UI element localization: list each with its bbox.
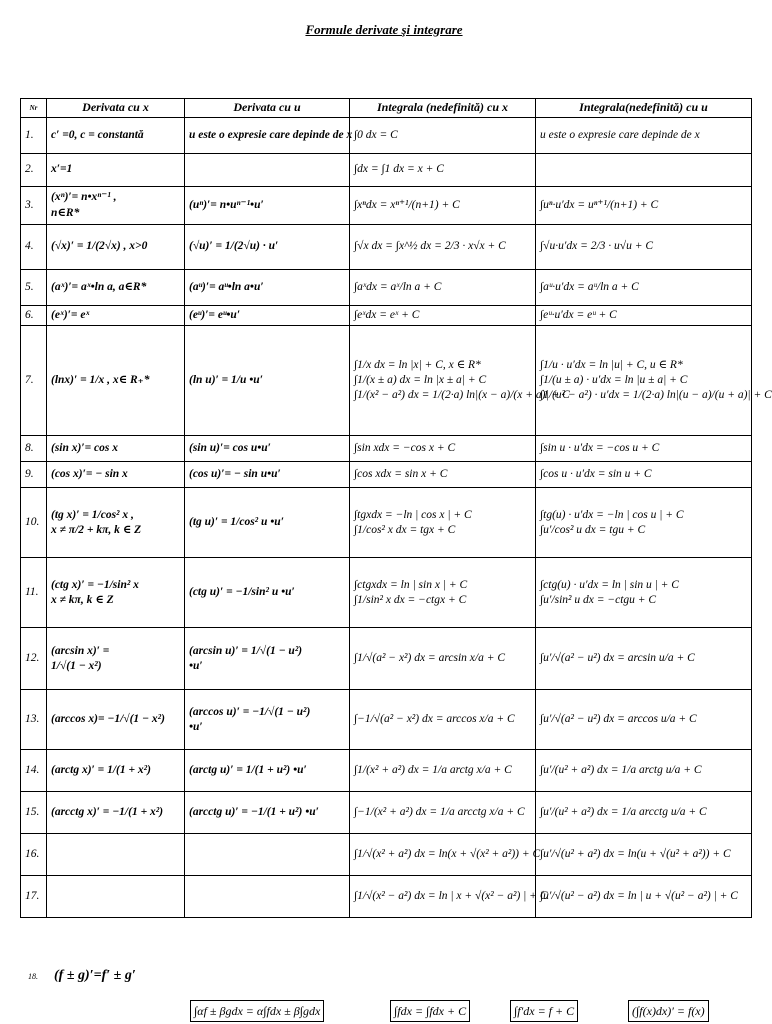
formula-text: (arctg u)′ = 1/(1 + u²) •u′ bbox=[189, 764, 307, 777]
formula-text: (lnx)′ = 1/x , x∈ R₊* bbox=[51, 374, 150, 387]
formula-text: (arcctg u)′ = −1/(1 + u²) •u′ bbox=[189, 806, 319, 819]
formula-text: ∫1/(u² − a²) · u′dx = 1/(2·a) ln|(u − a)/(u + a)| + C bbox=[540, 389, 772, 402]
cell-integrala-x bbox=[350, 436, 536, 462]
formula-text: (arccos u)′ = −1/√(1 − u²) bbox=[189, 705, 311, 718]
row-number: 14. bbox=[21, 750, 47, 792]
row-number: 2. bbox=[21, 154, 47, 187]
table-row bbox=[21, 834, 752, 876]
formula-text: (cos u)′= − sin u•u′ bbox=[189, 468, 281, 481]
formula-text: ∫1/√(x² + a²) dx = ln(x + √(x² + a²)) + C bbox=[354, 848, 541, 861]
cell-integrala-x bbox=[350, 488, 536, 558]
cell-derivata-x bbox=[47, 306, 185, 326]
cell-derivata-u bbox=[185, 462, 350, 488]
cell-integrala-x bbox=[350, 558, 536, 628]
cell-derivata-u bbox=[185, 306, 350, 326]
cell-integrala-u bbox=[536, 225, 752, 270]
formula-text: (uⁿ)′= n•uⁿ⁻¹•u′ bbox=[189, 198, 264, 211]
cell-derivata-x bbox=[47, 187, 185, 225]
cell-integrala-x bbox=[350, 792, 536, 834]
formula-text: ∫sin xdx = −cos x + C bbox=[354, 442, 456, 455]
cell-derivata-x bbox=[47, 118, 185, 154]
cell-derivata-u bbox=[185, 488, 350, 558]
formula-text: (arcsin x)′ = bbox=[51, 644, 110, 657]
footer-nr: 18. bbox=[28, 972, 38, 981]
cell-integrala-u bbox=[536, 154, 752, 187]
formula-text: (arccos x)= −1/√(1 − x²) bbox=[51, 713, 165, 726]
formula-text: (sin x)′= cos x bbox=[51, 442, 118, 455]
cell-derivata-u bbox=[185, 225, 350, 270]
row-number: 10. bbox=[21, 488, 47, 558]
formula-text: ∫tgxdx = −ln | cos x | + C bbox=[354, 508, 472, 521]
row-number: 7. bbox=[21, 326, 47, 436]
table-row bbox=[21, 154, 752, 187]
cell-integrala-u bbox=[536, 876, 752, 918]
cell-derivata-u bbox=[185, 187, 350, 225]
cell-derivata-x bbox=[47, 628, 185, 690]
formula-text: ∫1/√(x² − a²) dx = ln | x + √(x² − a²) | + C bbox=[354, 890, 548, 903]
cell-integrala-x bbox=[350, 306, 536, 326]
indefinite-box: ∫fdx = ∫fdx + C bbox=[390, 1000, 470, 1022]
table-row bbox=[21, 187, 752, 225]
row-number: 4. bbox=[21, 225, 47, 270]
row-number: 12. bbox=[21, 628, 47, 690]
cell-integrala-x bbox=[350, 876, 548, 918]
formula-text: ∫u′/(u² + a²) dx = 1/a arcctg u/a + C bbox=[540, 806, 707, 819]
formula-text: ∫u′/√(u² + a²) dx = ln(u + √(u² + a²)) + C bbox=[540, 848, 731, 861]
cell-derivata-x bbox=[47, 154, 185, 187]
table-row bbox=[21, 488, 752, 558]
cell-derivata-u bbox=[185, 118, 353, 154]
cell-integrala-x bbox=[350, 750, 536, 792]
cell-derivata-x bbox=[47, 326, 185, 436]
cell-integrala-u bbox=[536, 326, 772, 436]
cell-integrala-x bbox=[350, 118, 536, 154]
formula-text: ∫u′/√(u² − a²) dx = ln | u + √(u² − a²) | + C bbox=[540, 890, 738, 903]
row-number: 8. bbox=[21, 436, 47, 462]
cell-derivata-x bbox=[47, 690, 185, 750]
cell-integrala-u bbox=[536, 628, 752, 690]
cell-integrala-u bbox=[536, 834, 752, 876]
header-integrala-u: Integrala(nedefinită) cu u bbox=[536, 99, 752, 118]
table-row bbox=[21, 462, 752, 488]
table-row bbox=[21, 558, 752, 628]
cell-integrala-x bbox=[350, 187, 536, 225]
cell-derivata-u bbox=[185, 834, 350, 876]
cell-derivata-x bbox=[47, 750, 185, 792]
cell-integrala-x bbox=[350, 154, 536, 187]
formula-text: (aˣ)′= aˣ•ln a, a∈R* bbox=[51, 280, 147, 293]
table-row bbox=[21, 270, 752, 306]
formula-text: n∈R* bbox=[51, 206, 80, 219]
table-row bbox=[21, 118, 752, 154]
cell-derivata-x bbox=[47, 488, 185, 558]
formula-text: ∫1/(x² − a²) dx = 1/(2·a) ln|(x − a)/(x + a)| + C bbox=[354, 389, 570, 402]
header-nr: Nr bbox=[21, 99, 47, 118]
cell-derivata-u bbox=[185, 270, 350, 306]
table-header-row bbox=[21, 99, 752, 118]
cell-integrala-x bbox=[350, 270, 536, 306]
formula-text: (eᵘ)′= eᵘ•u′ bbox=[189, 309, 241, 321]
cell-integrala-u bbox=[536, 792, 752, 834]
cell-derivata-x bbox=[47, 462, 185, 488]
formula-text: x ≠ kπ, k ∈ Z bbox=[51, 593, 114, 606]
formula-text: c′ =0, c = constantă bbox=[51, 128, 144, 141]
cell-integrala-x bbox=[350, 225, 536, 270]
cell-integrala-u bbox=[536, 558, 752, 628]
header-integrala-x: Integrala (nedefinită) cu x bbox=[350, 99, 536, 118]
cell-integrala-u bbox=[536, 306, 752, 326]
formula-text: (xⁿ)′= n•xⁿ⁻¹ , bbox=[51, 191, 117, 204]
page-title: Formule derivate şi integrare bbox=[305, 22, 463, 37]
formula-text: ∫−1/√(a² − x²) dx = arccos x/a + C bbox=[354, 713, 515, 726]
cell-integrala-u bbox=[536, 436, 752, 462]
formula-text: (√u)′ = 1/(2√u) · u′ bbox=[189, 240, 279, 253]
cell-integrala-u bbox=[536, 690, 752, 750]
formula-text: ∫1/(u ± a) · u′dx = ln |u ± a| + C bbox=[540, 374, 688, 387]
table-row bbox=[21, 628, 752, 690]
cell-derivata-x bbox=[47, 436, 185, 462]
formula-text: ∫ctgxdx = ln | sin x | + C bbox=[354, 578, 468, 591]
formula-text: (aᵘ)′= aᵘ•ln a•u′ bbox=[189, 280, 264, 293]
formula-text: x′=1 bbox=[51, 163, 73, 176]
formula-text: ∫dx = ∫1 dx = x + C bbox=[354, 163, 444, 176]
table-row bbox=[21, 690, 752, 750]
cell-derivata-x bbox=[47, 558, 185, 628]
cell-derivata-x bbox=[47, 876, 185, 918]
formula-text: •u′ bbox=[189, 659, 203, 672]
cell-derivata-x bbox=[47, 270, 185, 306]
cell-integrala-u bbox=[536, 750, 752, 792]
cell-derivata-u bbox=[185, 628, 350, 690]
table-row bbox=[21, 225, 752, 270]
row-number: 11. bbox=[21, 558, 47, 628]
formula-text: ∫−1/(x² + a²) dx = 1/a arcctg x/a + C bbox=[354, 806, 525, 819]
formula-text: ∫0 dx = C bbox=[354, 128, 398, 141]
table-row bbox=[21, 306, 752, 326]
formula-text: (eˣ)′= eˣ bbox=[51, 309, 90, 321]
cell-derivata-x bbox=[47, 225, 185, 270]
formula-text: ∫tg(u) · u′dx = −ln | cos u | + C bbox=[540, 508, 684, 521]
formula-text: u este o expresie care depinde de x bbox=[540, 128, 700, 141]
formula-text: •u′ bbox=[189, 720, 203, 733]
cell-derivata-x bbox=[47, 792, 185, 834]
formula-text: ∫cos u · u′dx = sin u + C bbox=[540, 468, 652, 481]
row-number: 9. bbox=[21, 462, 47, 488]
formula-text: ∫eˣdx = eˣ + C bbox=[354, 309, 420, 321]
formula-text: ∫1/sin² x dx = −ctgx + C bbox=[354, 593, 467, 606]
row-number: 1. bbox=[21, 118, 47, 154]
formula-text: ∫1/x dx = ln |x| + C, x ∈ R* bbox=[354, 358, 481, 371]
formula-text: (ctg u)′ = −1/sin² u •u′ bbox=[189, 586, 295, 599]
footer-rule bbox=[28, 966, 136, 984]
formula-text: (sin u)′= cos u•u′ bbox=[189, 442, 271, 455]
formula-text: (arcsin u)′ = 1/√(1 − u²) bbox=[189, 644, 303, 657]
formula-text: x ≠ π/2 + kπ, k ∈ Z bbox=[51, 523, 142, 536]
cell-derivata-u bbox=[185, 876, 350, 918]
formula-text: (ctg x)′ = −1/sin² x bbox=[51, 578, 139, 591]
header-derivata-u: Derivata cu u bbox=[185, 99, 350, 118]
row-number: 13. bbox=[21, 690, 47, 750]
table-row bbox=[21, 326, 752, 436]
row-number: 3. bbox=[21, 187, 47, 225]
cell-integrala-u bbox=[536, 118, 752, 154]
sum-rule-formula: (f ± g)′=f′ ± g′ bbox=[54, 968, 136, 983]
cell-derivata-u bbox=[185, 792, 350, 834]
formula-text: ∫√x dx = ∫x^½ dx = 2/3 · x√x + C bbox=[354, 240, 506, 253]
formula-text: ∫1/(x ± a) dx = ln |x ± a| + C bbox=[354, 374, 487, 387]
formula-text: ∫sin u · u′dx = −cos u + C bbox=[540, 442, 660, 455]
formula-text: ∫uⁿ·u′dx = uⁿ⁺¹/(n+1) + C bbox=[540, 198, 659, 211]
formula-text: ∫u′/cos² u dx = tgu + C bbox=[540, 523, 646, 536]
row-number: 17. bbox=[21, 876, 47, 918]
formula-text: ∫aᵘ·u′dx = aᵘ/ln a + C bbox=[540, 280, 639, 293]
derivative-integral-box: ∫f′dx = f + C bbox=[510, 1000, 578, 1022]
cell-derivata-u bbox=[185, 326, 350, 436]
formula-text: (cos x)′= − sin x bbox=[51, 468, 128, 481]
cell-derivata-u bbox=[185, 690, 350, 750]
formula-text: ∫1/√(a² − x²) dx = arcsin x/a + C bbox=[354, 652, 505, 665]
cell-integrala-x bbox=[350, 326, 570, 436]
formula-text: ∫1/cos² x dx = tgx + C bbox=[354, 523, 456, 536]
formula-text: ∫eᵘ·u′dx = eᵘ + C bbox=[540, 309, 617, 321]
formula-text: ∫√u·u′dx = 2/3 · u√u + C bbox=[540, 240, 654, 253]
formula-text: ∫u′/√(a² − u²) dx = arccos u/a + C bbox=[540, 713, 697, 726]
integral-derivative-box: (∫f(x)dx)′ = f(x) bbox=[628, 1000, 709, 1022]
cell-integrala-x bbox=[350, 834, 541, 876]
formula-text: 1/√(1 − x²) bbox=[51, 659, 102, 672]
cell-integrala-u bbox=[536, 462, 752, 488]
row-number: 5. bbox=[21, 270, 47, 306]
formula-text: ∫cos xdx = sin x + C bbox=[354, 468, 448, 481]
formula-text: ∫u′/sin² u dx = −ctgu + C bbox=[540, 593, 657, 606]
formula-table bbox=[20, 98, 772, 918]
formula-text: (tg x)′ = 1/cos² x , bbox=[51, 508, 134, 521]
cell-integrala-x bbox=[350, 628, 536, 690]
cell-derivata-u bbox=[185, 436, 350, 462]
cell-derivata-x bbox=[47, 834, 185, 876]
linearity-box: ∫αf ± βgdx = α∫fdx ± β∫gdx bbox=[190, 1000, 324, 1022]
formula-text: ∫aˣdx = aˣ/ln a + C bbox=[354, 280, 442, 293]
cell-derivata-u bbox=[185, 558, 350, 628]
formula-text: ∫1/(x² + a²) dx = 1/a arctg x/a + C bbox=[354, 764, 512, 777]
cell-integrala-u bbox=[536, 187, 752, 225]
formula-text: (ln u)′ = 1/u •u′ bbox=[189, 374, 263, 387]
formula-text: (√x)′ = 1/(2√x) , x>0 bbox=[51, 240, 148, 253]
formula-text: ∫xⁿdx = xⁿ⁺¹/(n+1) + C bbox=[354, 198, 460, 211]
cell-integrala-u bbox=[536, 488, 752, 558]
table-row bbox=[21, 436, 752, 462]
formula-text: (tg u)′ = 1/cos² u •u′ bbox=[189, 516, 284, 529]
cell-integrala-x bbox=[350, 690, 536, 750]
row-number: 15. bbox=[21, 792, 47, 834]
formula-text: (arcctg x)′ = −1/(1 + x²) bbox=[51, 806, 164, 819]
cell-integrala-u bbox=[536, 270, 752, 306]
table-row bbox=[21, 876, 752, 918]
formula-text: ∫1/u · u′dx = ln |u| + C, u ∈ R* bbox=[540, 358, 683, 371]
formula-text: ∫u′/(u² + a²) dx = 1/a arctg u/a + C bbox=[540, 764, 702, 777]
formula-text: ∫u′/√(a² − u²) dx = arcsin u/a + C bbox=[540, 652, 695, 665]
cell-integrala-x bbox=[350, 462, 536, 488]
table-row bbox=[21, 792, 752, 834]
row-number: 16. bbox=[21, 834, 47, 876]
formula-text: (arctg x)′ = 1/(1 + x²) bbox=[51, 764, 151, 777]
cell-derivata-u bbox=[185, 750, 350, 792]
header-derivata-x: Derivata cu x bbox=[47, 99, 185, 118]
row-number: 6. bbox=[21, 306, 47, 326]
table-row bbox=[21, 750, 752, 792]
formula-text: ∫ctg(u) · u′dx = ln | sin u | + C bbox=[540, 578, 679, 591]
cell-derivata-u bbox=[185, 154, 350, 187]
formula-text: u este o expresie care depinde de x bbox=[189, 128, 353, 141]
